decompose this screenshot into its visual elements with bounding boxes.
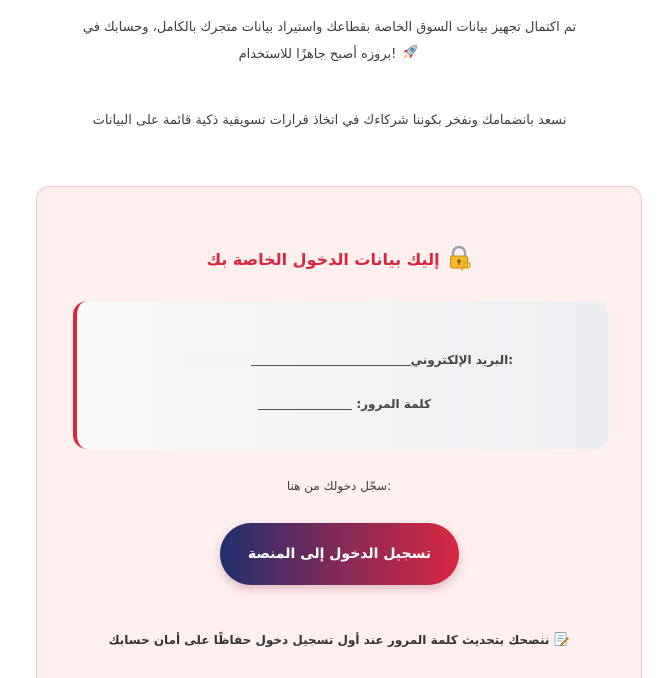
memo-icon: [553, 631, 569, 647]
email-label: :البريد الإلكتروني: [410, 353, 513, 367]
email-value-redacted: [183, 353, 251, 367]
locked-with-key-icon: [446, 245, 472, 271]
welcome-message: نسعد بانضمامك ونفخر بكوننا شركاءك في اتخاذ قرارات تسويقية ذكية قائمة على البيانات: [92, 113, 567, 128]
email-value-blank: [251, 365, 411, 366]
password-value-blank: [258, 409, 352, 410]
login-to-platform-button[interactable]: تسجيل الدخول إلى المنصة: [220, 523, 459, 585]
card-title: [37, 245, 641, 271]
rocket-icon: [400, 42, 420, 62]
login-hint: :سجّل دخولك من هنا: [286, 479, 392, 493]
card-title-text: إليك بيانات الدخول الخاصة بك: [206, 250, 440, 269]
password-tip-text: ننصحك بتحديث كلمة المرور عند أول تسجيل دخول حفاظًا على أمان حسابك: [108, 633, 550, 647]
password-row: [258, 397, 431, 411]
intro-line-2-text: !بروزه أصبح جاهزًا للاستخدام: [238, 47, 397, 62]
intro-message: [20, 14, 639, 68]
intro-line-1: تم اكتمال تجهيز بيانات السوق الخاصة بقطاعك واستيراد بيانات متجرك بالكامل، وحسابك في: [82, 20, 577, 35]
intro-line-2: [20, 41, 639, 68]
password-label: كلمة المرور:: [356, 397, 431, 411]
credentials-box: [73, 301, 609, 449]
password-tip: [37, 631, 641, 647]
credentials-card: [36, 186, 642, 678]
email-row: [183, 353, 513, 367]
